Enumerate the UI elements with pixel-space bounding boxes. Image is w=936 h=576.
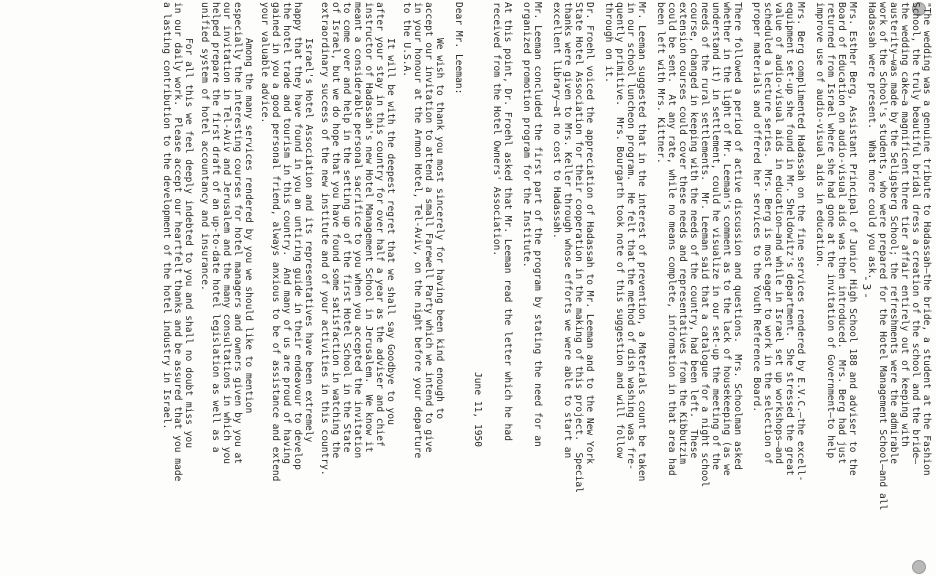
text-line: extension courses could cover these needs and representatives from the Kibbutzim — [677, 2, 688, 465]
letter-intro-paragraph — [491, 2, 513, 562]
text-line: your valuable advice. — [259, 2, 270, 124]
text-line: work of the School's students, who were prepared for the Hotel Management School—and all — [877, 2, 888, 511]
text-line: There followed a period of active discussion and questions. Mrs. Schoolman asked — [732, 2, 743, 470]
text-line: Among the many services rendered by you we should like to mention — [243, 38, 254, 414]
discussion-paragraph — [655, 2, 743, 562]
text-line: whether in the light of Mr. Leeman's comment as to the lack of housekeeping (as we — [721, 2, 732, 476]
letter-paragraph-3 — [259, 2, 314, 562]
text-line: austerity—was made by the Seligsberg School; the refreshments were the admirable — [888, 2, 899, 465]
text-line: improve use of audio-visual aids in education. — [814, 2, 825, 268]
text-line: extraordinary success of the new institute and of your activities in this country. — [319, 2, 330, 476]
wedding-paragraph — [866, 2, 932, 562]
text-line: received from the Hotel Owners' Association. — [491, 2, 502, 257]
text-line: gained in you a good personal friend, always anxious to be of assistance and extend — [270, 2, 281, 482]
text-line: returned from Israel where she had gone at the invitation of Government—to help — [825, 2, 836, 459]
letter-salutation: Dear Mr. Leeman: — [453, 2, 464, 95]
text-line: accept our invitation to attend a small Farewell Party which we intend to give — [423, 2, 434, 453]
text-line: For all this we feel deeply indebted to you and shall no doubt miss you — [183, 38, 194, 449]
text-line: needs of the rural settlements. Mr. Leeman said that a catalogue for a night school — [699, 2, 710, 488]
letter-paragraph-1 — [401, 2, 445, 562]
text-line: after your stay in this country for over half a year as the adviser and chief — [374, 2, 385, 447]
text-line: unified system of hotel accountancy and insurance. — [199, 2, 210, 291]
text-line: "The wedding was a genuine tribute to Hadassah—the bride, a student at the Fashion — [921, 2, 932, 476]
text-line: thanks were given to Mrs. Keller through whose efforts we were able to start an — [562, 2, 573, 459]
text-line: Hadassah were present. What more could you ask. — [866, 2, 877, 280]
text-line: We wish to thank you most sincerely for having been kind enough to — [434, 38, 445, 420]
text-line: to come over and help in the setting up of the first Hotel School in the State — [341, 2, 352, 453]
letter-date: June 11, 1950 — [472, 372, 483, 448]
text-line: the wedding cake—a magnificent three tier affair entirely out of keeping with — [899, 2, 910, 447]
text-line: through on it. — [603, 2, 614, 83]
text-line: Mrs. Berg complimented Hadassah on the fine services rendered by E.V.C.—the excell- — [795, 2, 806, 482]
text-line: quently primitive. Mrs. Bourgarth took note of this suggestion and will follow — [614, 2, 625, 459]
text-line: It will be with the deepest regret that we shall say Goodbye to you — [385, 38, 396, 425]
text-line: School, the truly beautiful bridal dress a creation of the school and the bride— — [910, 2, 921, 465]
text-line: to the U.S.A. — [401, 2, 412, 78]
text-line: instructor of Hadassah's new Hotel Management School in Jerusalem. We know it — [363, 2, 374, 453]
appreciation-paragraph — [551, 2, 595, 562]
document-body — [161, 2, 932, 562]
suggestion-paragraph — [603, 2, 647, 562]
text-line: excellent library—at no cost to Hadassah. — [551, 2, 562, 239]
text-line: State Hotel Association for their cooperation in the making of this project. Special — [573, 2, 584, 493]
text-line: scheduled a lecture series. Mrs. Berg is most eager to work in the selection of — [762, 2, 773, 465]
text-line: of Israel, but we do hope that you have found some satisfaction in watching the — [330, 2, 341, 459]
text-line: Dr. Froehl voiced the appreciation of Hadassah to Mr. Leeman and to the New York — [584, 2, 595, 465]
text-line: meant a considerable personal sacrifice to you when you accepted the invitation — [352, 2, 363, 459]
text-line: Israel's Hotel Association and its representatives have been extremely — [303, 38, 314, 443]
text-line: happy that they have found in you an untiring guide in their endeavour to develop — [292, 2, 303, 470]
letter-paragraph-4 — [199, 2, 254, 562]
text-line: course, changed in keeping with the needs of the country, had been left. These — [688, 2, 699, 459]
text-line: proper materials and offered her services to the Youth Reference Board. — [751, 2, 762, 413]
letter-paragraph-2 — [319, 2, 396, 562]
text-line: a lasting contribution to the development of the hotel industry in Israel. — [161, 2, 172, 430]
text-line: could be sent. At any rate, while no means complete, information in that area had — [666, 2, 677, 476]
text-line: Mr. Leeman concluded the first part of the program by stating the need for an — [532, 2, 543, 447]
text-line: organized promotion program for the Institute. — [521, 2, 532, 268]
text-line: value of audio-visual aids in education—and while in Israel set up workshops—and — [773, 2, 784, 465]
text-line: especially the interesting courses for hotel managers and owners given by you at — [232, 2, 243, 465]
berg-compliments-paragraph — [751, 2, 806, 562]
text-line: in our daily work. Please accept our heartfelt thanks and be assured that you made — [172, 2, 183, 482]
berg-introduction-paragraph — [814, 2, 858, 562]
text-line: in our school luncheon program. He felt that the method of dish washing was fre- — [625, 2, 636, 470]
text-line: helped prepare the first draft of an up-to-date hotel legislation as well as a — [210, 2, 221, 453]
text-line: Board of Education on audio-visual aids was then introduced. Mrs. Berg had just — [836, 2, 847, 465]
text-line: Mr. Leeman suggested that in the interest of prevention, a Materials count be taken — [636, 2, 647, 482]
page-number: -3- — [860, 275, 873, 301]
text-line: Mrs. Esther Berg, Assistant Principal of Junior High School 188 and adviser to the — [847, 2, 858, 476]
text-line: equipment set-up she found in Mr. Sheldowitz's department. She stressed the great — [784, 2, 795, 476]
text-line: At this point, Dr. Froehl asked that Mr. Leeman read the letter which he had — [502, 2, 513, 441]
letter-paragraph-5 — [161, 2, 194, 562]
text-line: been left with Mrs. Kittner. — [655, 2, 666, 164]
text-line: the hotel trade and tourism in this country. And many of us are proud of having — [281, 2, 292, 465]
text-line: our invitation in Tel-Aviv and Jerusalem and the many consultations in which you — [221, 2, 232, 465]
text-line: in your honour at the Armon Hotel, Tel-Aviv, on the night before your departure — [412, 2, 423, 459]
conclusion-paragraph — [521, 2, 543, 562]
text-line: understand it) in settlement, could he visualize in our set-up the meeting of the — [710, 2, 721, 470]
